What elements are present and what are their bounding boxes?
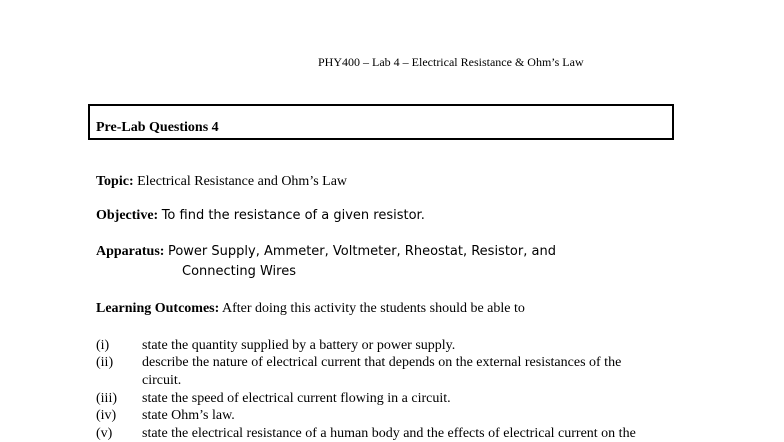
objective-label: Objective:	[96, 208, 159, 223]
outcome-text: state the speed of electrical current flowing in a circuit.	[142, 391, 451, 406]
learning-outcomes-line	[96, 301, 525, 317]
prelab-title-box	[88, 104, 674, 140]
apparatus-label: Apparatus:	[96, 244, 165, 259]
outcome-text: describe the nature of electrical current that depends on the external resistances of the	[142, 355, 622, 370]
outcome-number: (iv)	[96, 408, 117, 423]
outcome-number: (iii)	[96, 391, 117, 406]
page-header: PHY400 – Lab 4 – Electrical Resistance & Ohm’s Law	[318, 55, 584, 69]
outcome-text-continued: circuit.	[142, 373, 182, 388]
outcome-number: (i)	[96, 338, 110, 353]
apparatus-value: Power Supply, Ammeter, Voltmeter, Rheostat, Resistor, and	[167, 244, 556, 259]
apparatus-line	[96, 244, 556, 260]
learning-outcomes-label: Learning Outcomes:	[96, 301, 220, 316]
objective-line	[96, 208, 425, 224]
topic-line	[96, 174, 347, 190]
prelab-title: Pre-Lab Questions 4	[96, 120, 219, 135]
outcome-number: (ii)	[96, 355, 114, 370]
topic-value: Electrical Resistance and Ohm’s Law	[137, 174, 348, 189]
apparatus-line-2: Connecting Wires	[182, 264, 296, 279]
outcome-text: state Ohm’s law.	[142, 408, 235, 423]
outcome-number: (v)	[96, 426, 113, 441]
topic-label: Topic:	[96, 174, 134, 189]
outcome-text: state the electrical resistance of a human body and the effects of electrical current on the	[142, 426, 636, 441]
objective-value: To find the resistance of a given resistor.	[161, 208, 425, 223]
outcome-text: state the quantity supplied by a battery or power supply.	[142, 338, 456, 353]
learning-outcomes-value: After doing this activity the students should be able to	[222, 301, 525, 316]
